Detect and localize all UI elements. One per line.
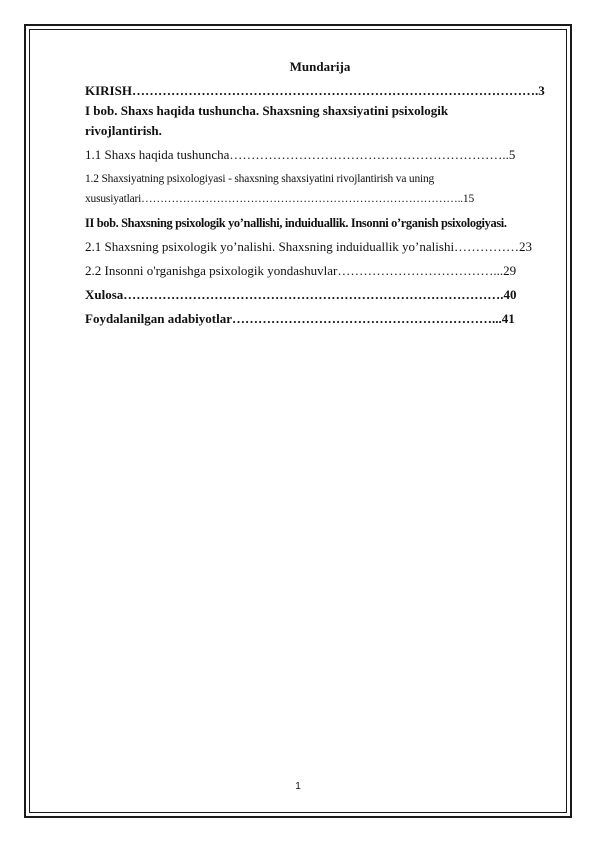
toc-entry-2-1: 2.1 Shaxsning psixologik yo’nalishi. Shaxsning induiduallik yo’nalishi……………23 — [85, 239, 533, 254]
table-of-contents — [85, 58, 555, 330]
toc-entry-1-1: 1.1 Shaxs haqida tushuncha………………………………………………………..5 — [85, 147, 516, 162]
toc-entry-intro: KIRISH………………………………………………………………………………….3 — [85, 83, 545, 98]
toc-entry-1-2: 1.2 Shaxsiyatning psixologiyasi - shaxsning shaxsiyatini rivojlantirish va uning — [85, 173, 435, 185]
toc-entry-references: Foydalanilgan adabiyotlar……………………………………………………...41 — [85, 311, 515, 326]
toc-chapter-1-heading: I bob. Shaxs haqida tushuncha. Shaxsning shaxsiyatini psixologik — [85, 103, 449, 118]
toc-chapter-2-heading: II bob. Shaxsning psixologik yo’nallishi, induiduallik. Insonni o’rganish psixologiyasi. — [85, 216, 507, 230]
page-number: 1 — [295, 781, 301, 792]
toc-title: Mundarija — [289, 59, 351, 74]
toc-entry-conclusion: Xulosa…………………………………………………………………………….40 — [85, 287, 517, 302]
toc-entry-2-2: 2.2 Insonni o'rganishga psixologik yondashuvlar………………………………...29 — [85, 263, 517, 278]
toc-entry-1-2-cont: xususiyatlari…………………………………………………………………………..15 — [85, 193, 475, 205]
toc-chapter-1-heading-cont: rivojlantirish. — [85, 123, 162, 138]
